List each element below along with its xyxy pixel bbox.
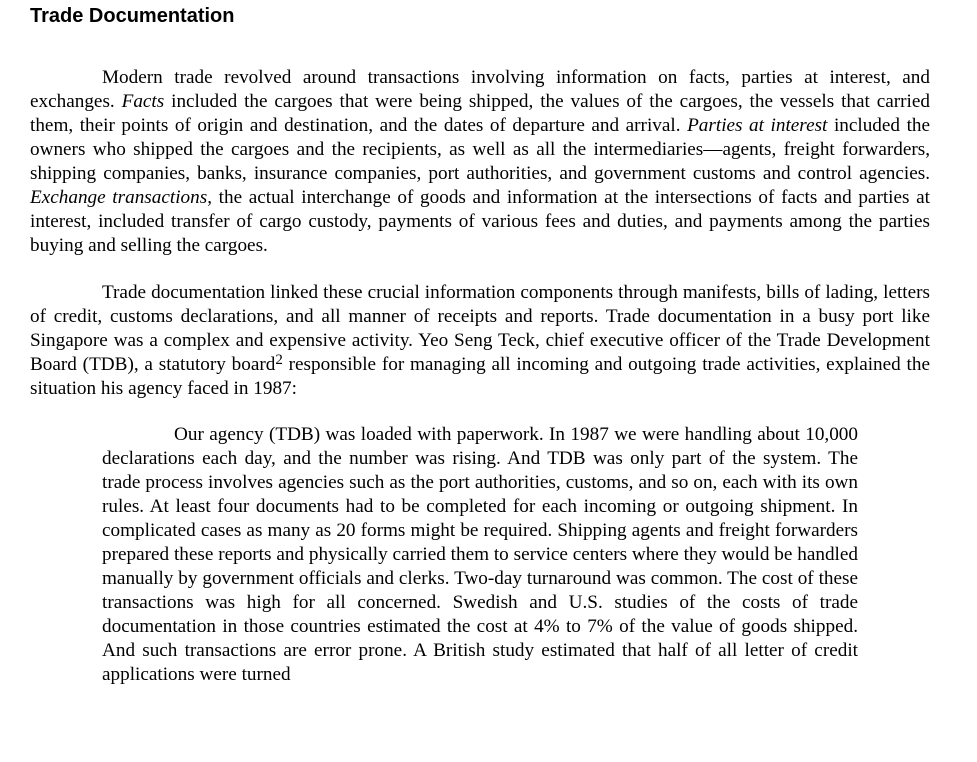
term-exchange-transactions: Exchange transactions	[30, 187, 208, 208]
paragraph1-text-4: , the actual interchange of goods and information at the intersections of facts and parties at interest, included transfer of cargo custody, payments of various fees and duties, and payments among the parties buying and selling the cargoes.	[30, 187, 930, 256]
paragraph2-text-1: Trade documentation linked these crucial information components through manifests, bills of lading, letters of credit, customs declarations, and all manner of receipts and reports. Trade documentation in a busy port like Singapore was a complex and expensive activity. Yeo Seng Teck, chief executive officer of the Trade Development Board (TDB), a statutory board	[30, 282, 930, 375]
paragraph1-text-1: Modern trade revolved around transactions involving information on facts, parties at interest, and exchanges.	[30, 67, 930, 112]
paragraph1-text-2: included the cargoes that were being shipped, the values of the cargoes, the vessels that carried them, their points of origin and destination, and the dates of departure and arrival.	[30, 91, 930, 136]
footnote-marker: 2	[275, 352, 283, 368]
paragraph1-text-3: included the owners who shipped the cargoes and the recipients, as well as all the intermediaries—agents, freight forwarders, shipping companies, banks, insurance companies, port authorities, and government customs and control agencies.	[30, 115, 931, 184]
block-quote-yeo-seng-teck: Our agency (TDB) was loaded with paperwork. In 1987 we were handling about 10,000 declarations each day, and the number was rising. And TDB was only part of the system. The trade process involves agencies such as the port authorities, customs, and so on, each with its own rules. At least four documents had to be completed for each incoming or outgoing shipment. In complicated cases as many as 20 forms might be required. Shipping agents and freight forwarders prepared these reports and physically carried them to service centers where they would be handled manually by government officials and clerks. Two-day turnaround was common. The cost of these transactions was high for all concerned. Swedish and U.S. studies of the costs of trade documentation in those countries estimated the cost at 4% to 7% of the value of goods shipped. And such transactions are error prone. A British study estimated that half of all letter of credit applications were turned	[102, 424, 858, 685]
paragraph2-text-2: responsible for managing all incoming and outgoing trade activities, explained the situation his agency faced in 1987:	[30, 354, 930, 399]
section-heading: Trade Documentation	[30, 5, 235, 27]
term-parties-at-interest: Parties at interest	[687, 115, 828, 136]
paragraph-trade-documentation	[30, 281, 930, 401]
paragraph-trade-information	[30, 66, 930, 258]
term-facts: Facts	[121, 91, 165, 112]
document-page	[30, 0, 930, 687]
